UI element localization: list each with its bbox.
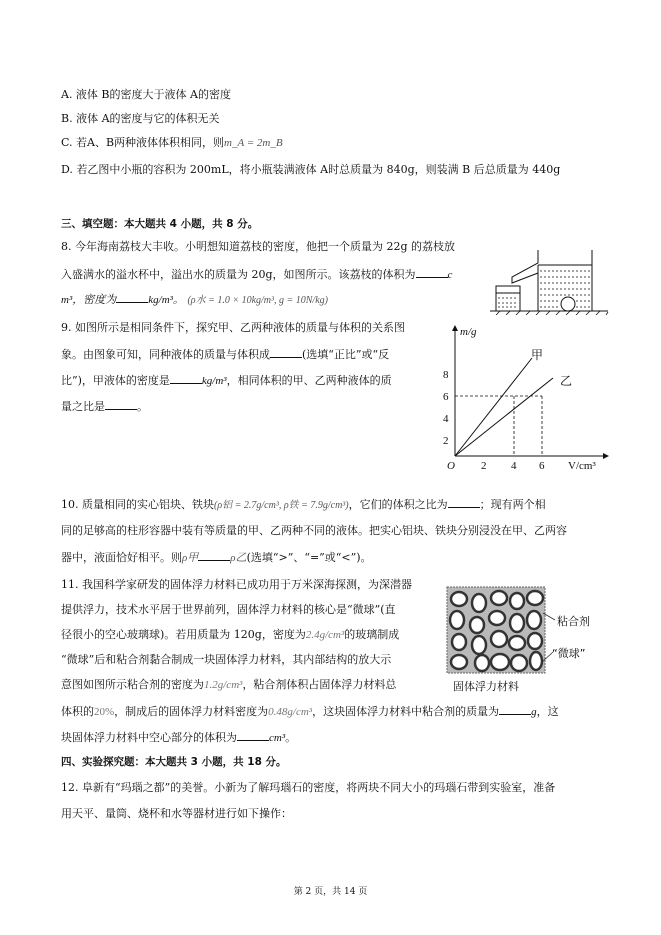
q9-line1: 9. 如图所示是相同条件下，探究甲、乙两种液体的质量与体积的关系图 bbox=[61, 321, 405, 334]
q9-line2 bbox=[61, 347, 389, 362]
q8-density-blank[interactable] bbox=[116, 292, 148, 303]
mass-volume-chart bbox=[438, 322, 610, 472]
x-tick-2: 2 bbox=[481, 460, 487, 472]
q11-line4: “微球”后和粘合剂黏合制成一块固体浮力材料，其内部结构的放大示 bbox=[61, 653, 392, 666]
q9-line4-tail: 。 bbox=[137, 400, 148, 413]
q11-percent: 20% bbox=[94, 706, 115, 718]
q8-volume-blank[interactable] bbox=[416, 267, 448, 278]
q9-density-unit: kg/m³ bbox=[201, 375, 227, 387]
q10-line1-mid: ，它们的体积之比为 bbox=[348, 498, 448, 511]
q11-material-density: 0.48g/cm³ bbox=[268, 706, 313, 718]
q11-line7-text: 块固体浮力材料中空心部分的体积为 bbox=[61, 731, 237, 744]
series-jia-line bbox=[455, 358, 532, 456]
binder-label: 粘合剂 bbox=[557, 615, 590, 628]
q11-line6 bbox=[61, 704, 559, 719]
option-a-text: A. 液体 B的密度大于液体 A的密度 bbox=[61, 88, 231, 101]
section-heading-experiment: 四、实验探究题：本大题共 3 小题，共 18 分。 bbox=[61, 756, 287, 768]
q11-cm3-unit: cm³ bbox=[269, 732, 286, 744]
q10-densities: (ρ铝 = 2.7g/cm³, ρ铁 = 7.9g/cm³) bbox=[214, 500, 349, 511]
x-tick-6: 6 bbox=[539, 460, 545, 472]
q10-line1-tail: ；现有两个相 bbox=[479, 498, 546, 511]
q11-line5 bbox=[61, 678, 396, 692]
option-b bbox=[61, 112, 220, 126]
y-tick-2: 2 bbox=[443, 435, 449, 447]
q9-line4 bbox=[61, 399, 148, 414]
q11-binder-density: 1.2g/cm³ bbox=[204, 679, 243, 691]
x-tick-4: 4 bbox=[511, 460, 517, 472]
q11-line3-text: 径很小的空心玻璃球)。若用质量为 120g，密度为 bbox=[61, 628, 306, 641]
section-heading-fill-in: 三、填空题：本大题共 4 小题，共 8 分。 bbox=[61, 218, 259, 230]
q11-line7-tail: 。 bbox=[285, 731, 297, 744]
option-d-text: D. 若乙图中小瓶的容积为 200mL，将小瓶装满液体 A时总质量为 840g，则装满 B 后总质量为 440g bbox=[61, 163, 561, 176]
y-tick-8: 8 bbox=[443, 369, 449, 381]
q8-line2-text: 入盛满水的溢水杯中，溢出水的质量为 20g，如图所示。该荔枝的体积为 bbox=[61, 268, 416, 281]
series-jia-label: 甲 bbox=[531, 348, 544, 362]
y-axis-label: m/g bbox=[460, 326, 477, 338]
option-c-math: m_A = 2m_B bbox=[224, 137, 283, 149]
option-d bbox=[61, 163, 560, 177]
q9-line4-text: 量之比是 bbox=[61, 400, 105, 413]
q11-glass-density: 2.4g/cm³ bbox=[305, 629, 345, 641]
q11-line5-text: 意图如图所示粘合剂的密度为 bbox=[61, 678, 204, 691]
q11-line2: 提供浮力，技术水平居于世界前列，固体浮力材料的核心是“微球”(直 bbox=[61, 603, 396, 616]
q11-line5-tail: ，粘合剂体积占固体浮力材料总 bbox=[242, 678, 397, 691]
q9-line2-text: 象。由图象可知，同种液体的质量与体积成 bbox=[61, 348, 270, 361]
q11-line1: 11. 我国科学家研发的固体浮力材料已成功用于万米深海探测，为深潜器 bbox=[61, 578, 412, 591]
q10-line3-text: 器中，液面恰好相平。则 bbox=[61, 551, 182, 564]
q9-ratio-blank[interactable] bbox=[105, 399, 137, 410]
page-number: 第 2 页，共 14 页 bbox=[293, 887, 368, 897]
figure-caption: 固体浮力材料 bbox=[453, 680, 519, 693]
q12-line1: 12. 阜新有“玛瑙之都”的美誉。小新为了解玛瑙石的密度，将两块不同大小的玛瑙石带到实验室，准备 bbox=[61, 781, 556, 794]
q10-line2: 同的足够高的柱形容器中装有等质量的甲、乙两种不同的液体。把实心铝块、铁块分别浸没在甲、乙两容 bbox=[61, 524, 567, 537]
rho-jia: ρ甲 bbox=[182, 552, 199, 564]
q9-line3 bbox=[61, 373, 392, 388]
q10-line3 bbox=[61, 550, 372, 565]
q8-unit-part: c bbox=[447, 269, 453, 281]
y-tick-6: 6 bbox=[443, 391, 449, 403]
q10-compare-blank[interactable] bbox=[198, 550, 230, 561]
q11-binder-mass-blank[interactable] bbox=[499, 704, 531, 715]
buoyancy-material-figure bbox=[445, 585, 610, 693]
q8-given-constants: (ρ水 = 1.0 × 10kg/m³, g = 10N/kg) bbox=[187, 295, 328, 306]
q11-line6-text: 体积的 bbox=[61, 705, 94, 718]
q9-line2-tail: (选填“正比”或“反 bbox=[302, 348, 390, 361]
q11-line6-mid: ，制成后的固体浮力材料密度为 bbox=[114, 705, 269, 718]
option-c bbox=[61, 136, 283, 150]
q8-line3-text: m³，密度为 bbox=[61, 294, 117, 306]
q9-line3-tail: ，相同体积的甲、乙两种液体的质 bbox=[226, 374, 392, 387]
option-b-text: B. 液体 A的密度与它的体积无关 bbox=[61, 112, 220, 125]
option-a bbox=[61, 88, 231, 102]
q10-line1-text: 10. 质量相同的实心铝块、铁块 bbox=[61, 498, 214, 511]
q11-line7 bbox=[61, 730, 296, 745]
q11-line3-tail: 的玻璃制成 bbox=[344, 628, 400, 641]
q8-line1: 8. 今年海南荔枝大丰收。小明想知道荔枝的密度，他把一个质量为 22g 的荔枝放 bbox=[61, 240, 456, 253]
series-yi-line bbox=[455, 378, 553, 456]
x-axis-label: V/cm³ bbox=[568, 460, 596, 472]
q9-density-blank[interactable] bbox=[170, 373, 202, 384]
origin-label: O bbox=[447, 460, 455, 472]
q11-line6-tail: ，这 bbox=[536, 705, 559, 718]
q8-line3 bbox=[61, 292, 328, 308]
q11-line3 bbox=[61, 628, 399, 642]
rho-yi: ρ乙 bbox=[230, 552, 247, 564]
microsphere-diagram bbox=[445, 585, 610, 693]
microsphere-label: “微球” bbox=[552, 647, 586, 660]
q9-proportion-blank[interactable] bbox=[270, 347, 302, 358]
q11-line6-mid2: ，这块固体浮力材料中粘合剂的质量为 bbox=[312, 705, 500, 718]
y-tick-4: 4 bbox=[443, 413, 449, 425]
q10-volume-ratio-blank[interactable] bbox=[448, 497, 480, 508]
q12-line2: 用天平、量筒、烧杯和水等器材进行如下操作： bbox=[61, 807, 292, 820]
q8-line2 bbox=[61, 267, 452, 282]
q10-line1 bbox=[61, 497, 546, 513]
q9-line3-text: 比”)，甲液体的密度是 bbox=[61, 374, 170, 387]
q10-line3-tail: (选填“>”、“=”或“<”)。 bbox=[246, 551, 372, 564]
q11-gram-unit: g bbox=[531, 706, 537, 718]
q11-hollow-volume-blank[interactable] bbox=[237, 730, 269, 741]
q8-density-unit: kg/m³。 bbox=[148, 294, 184, 306]
series-yi-label: 乙 bbox=[560, 374, 573, 388]
option-c-text: C. 若A、B两种液体体积相同，则 bbox=[61, 136, 225, 149]
overflow-cup-figure bbox=[490, 243, 610, 315]
